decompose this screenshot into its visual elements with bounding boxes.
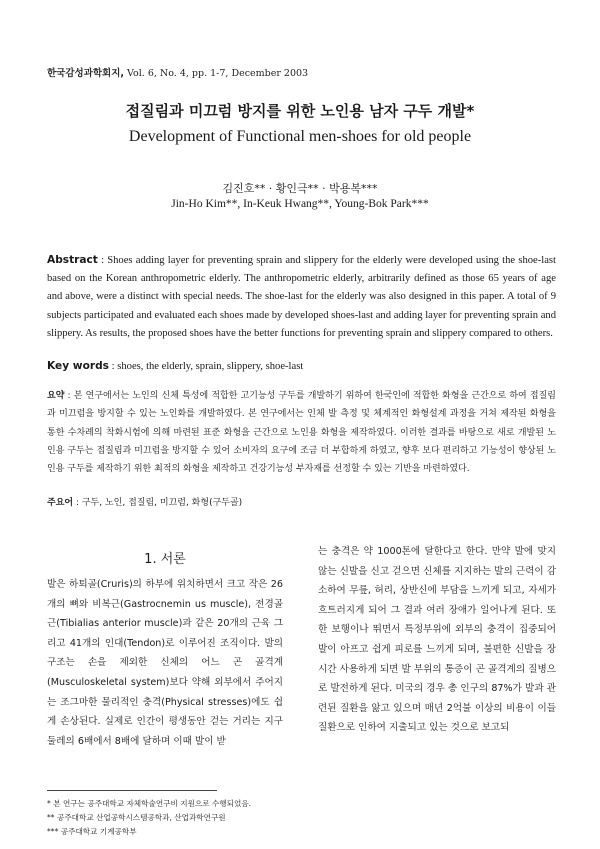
authors-english: Jin-Ho Kim**, In-Keuk Hwang**, Young-Bok Park*** (171, 198, 429, 210)
paper-title-english: Development of Functional men-shoes for old people (128, 128, 472, 145)
paper-title-korean: 접질림과 미끄럼 방지를 위한 노인용 남자 구두 개발* (125, 102, 475, 120)
journal-citation (47, 65, 308, 79)
korean-summary (47, 387, 556, 478)
abstract (47, 251, 556, 343)
abstract-text: : Shoes adding layer for preventing sprain and slippery for the elderly were developed using the shoe-last based on the Korean anthropometric elderly. The anthropometric elderly, arbitrarily defined as those 65 years of age and above, were a distinct with special needs. The shoe-last for the elderly was also designed in this paper. A total of 9 subjects participated and evaluated each shoes made by developed shoes-last and adding layer for preventing sprain and slippery. As results, the proposed shoes have the better functions for preventing sprain and slippery compared to others. (47, 255, 556, 339)
footnote-funding: * 본 연구는 공주대학교 자체학술연구비 지원으로 수행되었음. (47, 799, 252, 808)
keywords-text: : shoes, the elderly, sprain, slippery, shoe-last (108, 361, 304, 372)
section-heading-introduction: 1. 서론 (144, 552, 186, 567)
korean-keywords-label: 주요어 (47, 498, 74, 508)
journal-name: 한국감성과학회지, (47, 68, 125, 79)
footnote-divider (47, 790, 217, 791)
korean-keywords (47, 495, 556, 508)
authors-korean: 김진호** · 황인극** · 박용복*** (222, 182, 378, 195)
body-column-right: 는 충격은 약 1000톤에 달한다고 한다. 만약 발에 맞지 않는 신발을 신고 걷으면 신체를 지지하는 발의 근력이 감소하여 무릎, 허리, 상반신에 부담을 느끼게 되고, 자세가 흐트러지게 되어 그 결과 여러 장애가 일어나게 된다. 또한 보행이나 뛰면서 특정부위에 외부의 충격이 집중되어 발이 아프고 쉽게 피로를 느끼게 되며, 불편한 신발을 장시간 사용하게 되면 발 부위의 통증이 곤 골격계의 질병으로 발전하게 된다. 미국의 경우 총 인구의 87%가 발과 관련된 질환을 앓고 있으며 매년 2억불 이상의 비용이 이들 질환으로 인하여 지출되고 있는 것으로 보고되 (318, 546, 556, 734)
korean-keywords-text: : 구두, 노인, 접질림, 미끄럼, 화형(구두골) (73, 498, 243, 508)
keywords (47, 360, 556, 372)
keywords-label: Key words (47, 360, 109, 372)
body-column-left: 발은 하퇴골(Cruris)의 하부에 위치하면서 크고 작은 26개의 뼈와 비복근(Gastrocnemin us muscle), 전경골근(Tibialias anterior muscle)과 같은 20개의 근육 그리고 41개의 인대(Tendon)로 이루어진 조직이다. 발의 구조는 손을 제외한 신체의 어느 곤 골격계(Musculoskeletal system)보다 약해 외부에서 주어지는 조그마한 물리적인 충격(Physical stresses)에도 쉽게 손상된다. 실제로 인간이 평생동안 걷는 거리는 지구 둘레의 6배에서 8배에 달하며 이때 발이 받 (47, 579, 283, 747)
footnote-affiliation-1: ** 공주대학교 산업공학시스템공학과, 산업과학연구원 (47, 813, 226, 822)
abstract-label: Abstract (47, 254, 98, 266)
footnotes (47, 797, 251, 839)
footnote-affiliation-2: *** 공주대학교 기계공학부 (47, 827, 137, 836)
summary-label: 요약 (47, 391, 65, 401)
summary-text: : 본 연구에서는 노인의 신체 특성에 적합한 고기능성 구두를 개발하기 위하여 한국인에 적합한 화형을 근간으로 하여 접질림과 미끄럼을 방지할 수 있는 노인화를 개발하였다. 본 연구에서는 인체 발 측정 및 체계적인 화형설계 과정을 거쳐 제작된 화형을 통한 수차례의 착화시험에 의해 마련된 표준 화형을 근간으로 노인용 화형을 제작하였다. 이러한 결과를 바탕으로 새로 개발된 노인용 구두는 접질림과 미끄럼을 방지할 수 있어 소비자의 요구에 조금 더 부합하게 하였고, 향후 보다 편리하고 기능성이 향상된 노인용 구두를 제작하기 위한 최적의 화형을 제작하고 건강기능성 부자재를 선정할 수 있는 기반을 마련하였다. (47, 391, 556, 475)
journal-volume: Vol. 6, No. 4, pp. 1-7, December 2003 (124, 68, 309, 79)
